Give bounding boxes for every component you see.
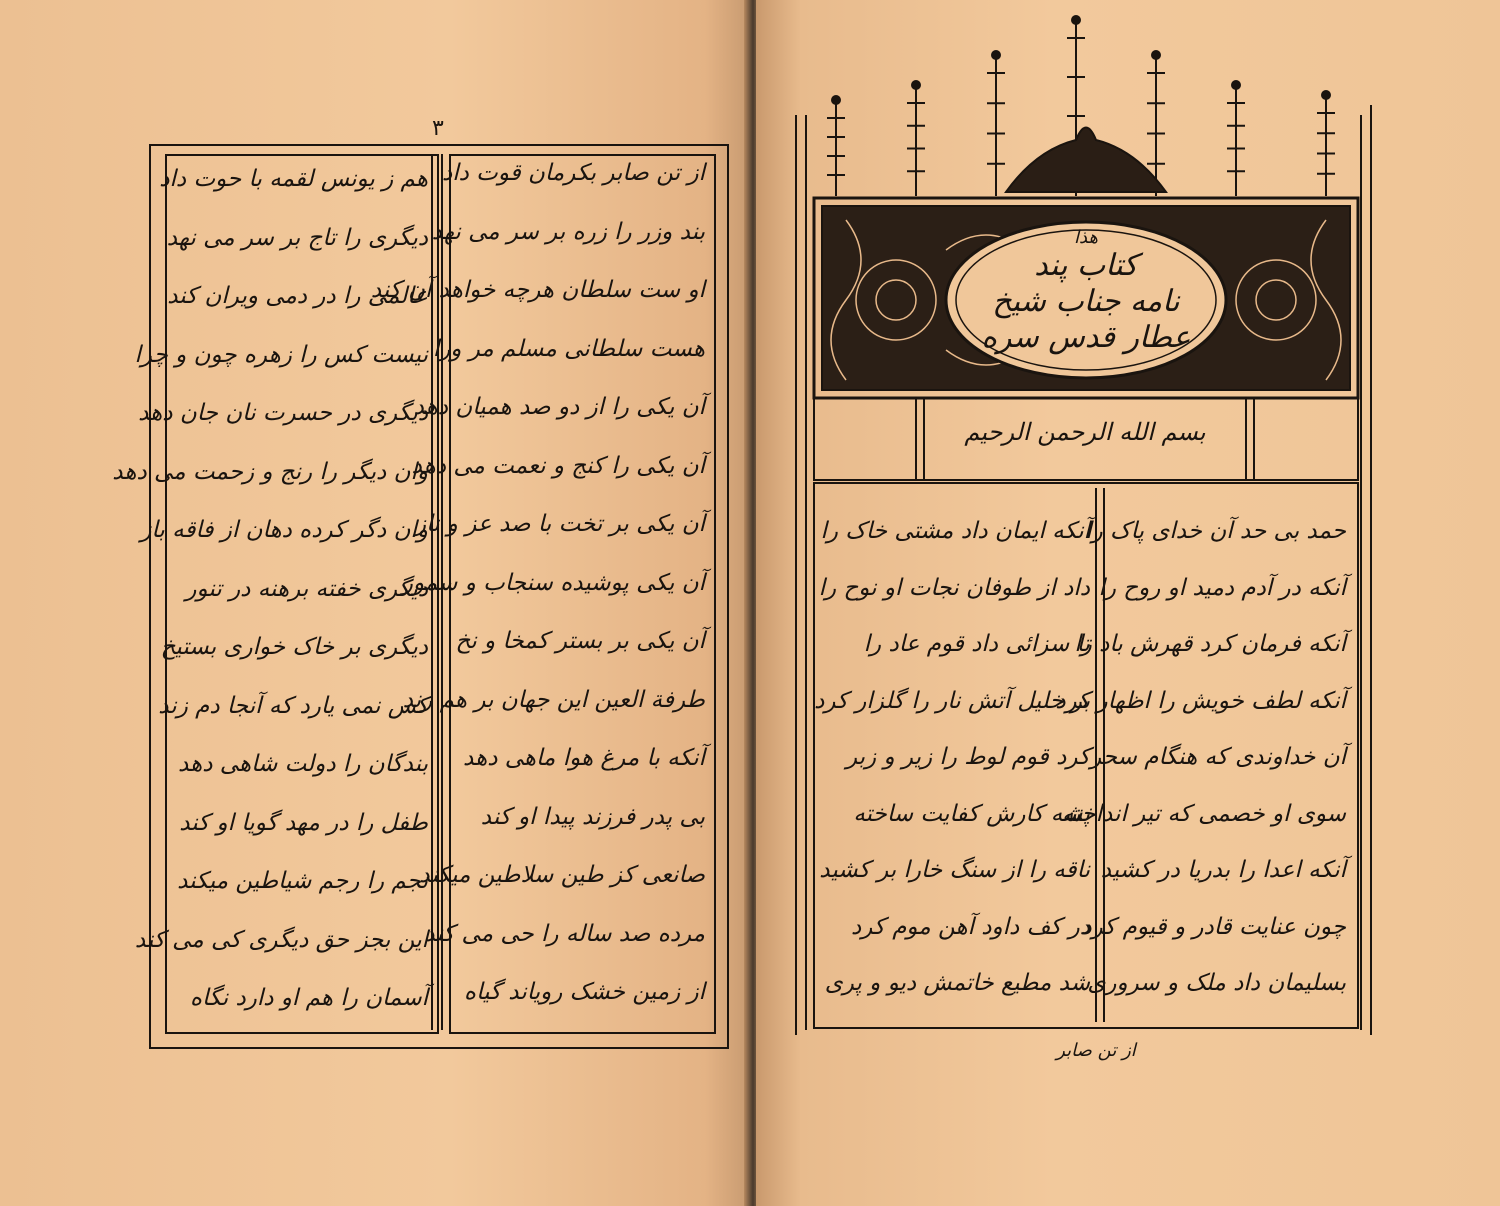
verse-line: طفل را در مهد گویا او کند xyxy=(179,809,428,836)
verse-line: هم ز یونس لقمه با حوت داد xyxy=(159,166,428,192)
verse-line: ناقه را از سنگ خارا بر کشید xyxy=(819,857,1090,883)
verse-line: از تن صابر بکرمان قوت داد xyxy=(441,160,705,186)
verse-line: این بجز حق دیگری کی می کند xyxy=(134,926,428,953)
basmala: بسم الله الرحمن الرحیم xyxy=(964,418,1206,446)
finial-tip xyxy=(1322,91,1330,99)
verse-line: از زمین خشک رویاند گیاه xyxy=(464,979,705,1005)
catchword: از تن صابر xyxy=(1056,1040,1136,1061)
verse-line: در کف داود آهن موم کرد xyxy=(851,913,1090,940)
title-line: هذا xyxy=(1074,227,1098,248)
verse-line: آن یکی را کنج و نعمت می دهد xyxy=(411,452,705,479)
verse-line: بندگان را دولت شاهی دهد xyxy=(178,751,428,777)
verse-line: دیگری در حسرت نان جان دهد xyxy=(138,400,428,426)
verse-line: آنکه ایمان داد مشتی خاک را xyxy=(820,518,1090,544)
page-number: ٣ xyxy=(432,116,444,141)
verse-line: هست سلطانی مسلم مر ورا xyxy=(432,335,705,362)
verse-line: عالمی را در دمی ویران کند xyxy=(167,283,428,309)
verse-line: وان دیگر را رنج و زحمت می دهد xyxy=(112,458,428,485)
book-title xyxy=(946,228,1226,356)
finial-tip xyxy=(1232,81,1240,89)
illuminated-headpiece xyxy=(756,0,1500,1206)
finial-tip xyxy=(1152,51,1160,59)
verse-line: دیگری خفته برهنه در تنور xyxy=(185,575,428,602)
verse-line: آن خداوندی که هنگام سحر xyxy=(1090,744,1346,770)
verse-line: آن یکی بر تخت با صد عز و ناز xyxy=(414,511,705,537)
verse-line: نجم را رجم شیاطین میکند xyxy=(177,868,428,894)
verse-line: تا سزائی داد قوم عاد را xyxy=(863,631,1090,657)
verse-line: بر خلیل آتش نار را گلزار کرد xyxy=(814,687,1090,714)
verse-line: طرفة العین این جهان بر هم زند xyxy=(402,686,705,713)
verse-line: او ست سلطان هرچه خواهد آن کند xyxy=(370,277,705,303)
finial-tip xyxy=(832,96,840,104)
verse-line: آنکه در آدم دمید او روح را xyxy=(1098,574,1346,601)
verse-line: نیست کس را زهره چون و چرا xyxy=(134,341,428,368)
finial-tip xyxy=(1072,16,1080,24)
verse-line: بی پدر فرزند پیدا او کند xyxy=(480,803,705,830)
verse-line: آن یکی پوشیده سنجاب و سمور xyxy=(401,569,705,596)
verse-line: وان دگر کرده دهان از فاقه باز xyxy=(140,517,428,543)
verse-line: آنکه با مرغ هوا ماهی دهد xyxy=(463,745,705,771)
title-line: کتاب پند xyxy=(1034,248,1138,283)
verse-line: چون عنایت قادر و قیوم کرد xyxy=(1081,913,1346,940)
verse-line: آسمان را هم او دارد نگاه xyxy=(190,985,428,1011)
right-page xyxy=(756,0,1500,1206)
verse-line: بسلیمان داد ملک و سروری xyxy=(1087,970,1346,996)
verse-line: کس نمی یارد که آنجا دم زند xyxy=(158,692,428,719)
title-line: نامه جناب شیخ xyxy=(992,284,1180,319)
verse-line: پشه کارش کفایت ساخته xyxy=(853,800,1090,827)
verse-line: دیگری بر خاک خواری بستیخ xyxy=(160,634,428,660)
verse-line: آنکه اعدا را بدریا در کشید xyxy=(1100,857,1346,883)
verse-line: دیگری را تاج بر سر می نهد xyxy=(166,224,428,251)
finial-tip xyxy=(912,81,920,89)
finial-tip xyxy=(992,51,1000,59)
verse-line: آنکه لطف خویش را اظهار کرد xyxy=(1055,687,1346,714)
verse-line: آن یکی بر بستر کمخا و نخ xyxy=(455,628,705,654)
verse-line: داد از طوفان نجات او نوح را xyxy=(818,574,1090,601)
verse-line: آن یکی را از دو صد همیان دهد xyxy=(413,394,705,420)
verse-line: حمد بی حد آن خدای پاک را xyxy=(1085,518,1346,544)
verse-line: بند وزر را زره بر سر می نهد xyxy=(431,218,705,245)
verse-line: شد مطیع خاتمش دیو و پری xyxy=(824,970,1090,996)
verse-line: مرده صد ساله را حی می کند xyxy=(424,920,705,947)
verse-line: کرد قوم لوط را زیر و زبر xyxy=(845,744,1090,770)
verse-line: آنکه فرمان کرد قهرش باد را xyxy=(1074,631,1346,657)
verse-line: سوی او خصمی که تیر انداخته xyxy=(1062,800,1346,827)
verse-line: صانعی کز طین سلاطین میکند xyxy=(419,862,705,888)
title-line: عطار قدس سره xyxy=(981,320,1191,355)
